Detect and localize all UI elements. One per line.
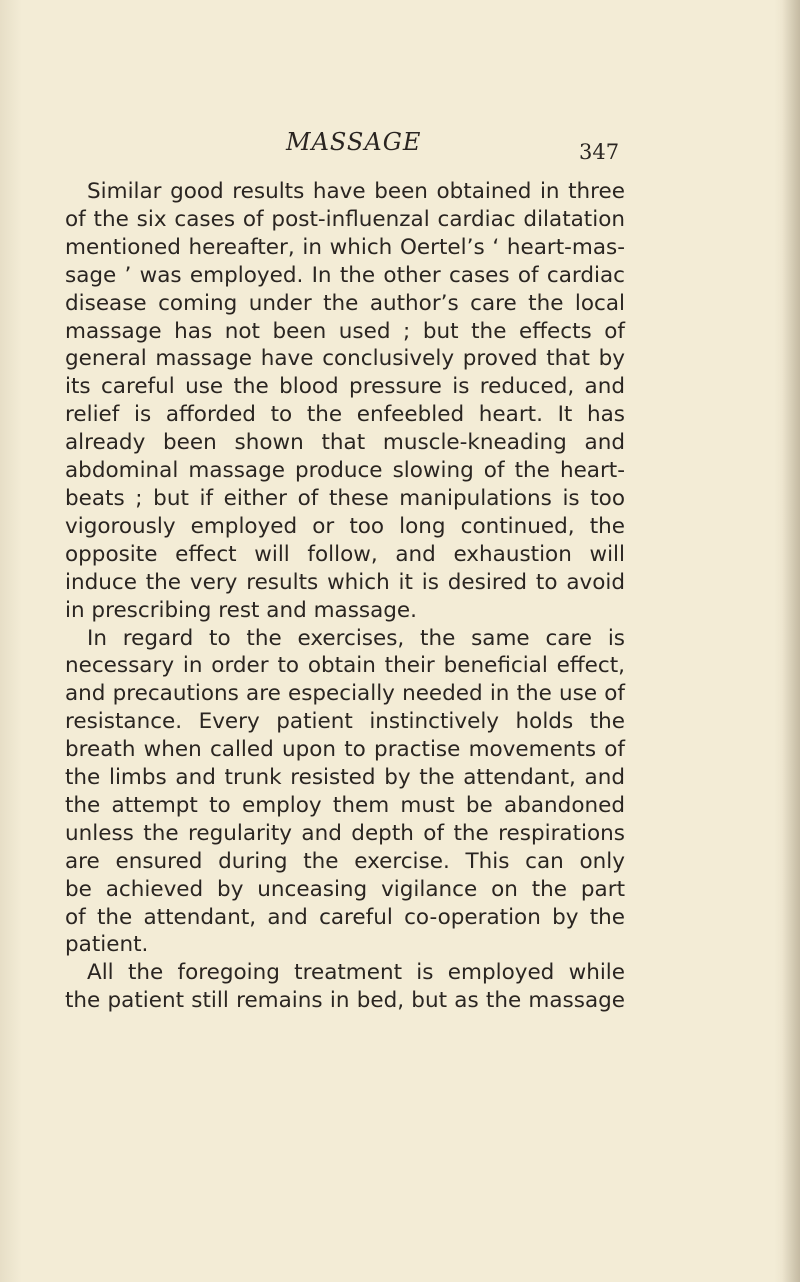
text-line: breath when called upon to practise movements of	[65, 737, 625, 763]
text-line: be achieved by unceasing vigilance on the part	[65, 876, 625, 902]
text-line: Similar good results have been obtained in three	[87, 179, 625, 204]
text-line: abdominal massage produce slowing of the heart-	[65, 458, 625, 484]
text-line: In regard to the exercises, the same care is	[87, 625, 625, 651]
text-line: opposite effect will follow, and exhaustion will	[65, 541, 625, 567]
text-line: vigorously employed or too long continued, the	[65, 513, 625, 539]
body-text	[65, 178, 625, 1015]
text-line: general massage have conclusively proved that by	[65, 346, 625, 372]
running-head: MASSAGE	[286, 128, 422, 156]
text-line: of the six cases of post-influenzal cardiac dilatation	[65, 206, 625, 232]
text-line: disease coming under the author’s care the local	[65, 290, 625, 316]
text-line: already been shown that muscle-kneading and	[65, 430, 625, 456]
text-line: mentioned hereafter, in which Oertel’s ‘ heart-mas-	[65, 234, 625, 260]
text-line: resistance. Every patient instinctively holds the	[65, 709, 625, 735]
text-line: beats ; but if either of these manipulations is too	[65, 485, 625, 511]
text-line: sage ’ was employed. In the other cases of cardiac	[65, 262, 625, 288]
text-line: the attempt to employ them must be abandoned	[65, 792, 625, 818]
page-number: 347	[579, 140, 620, 164]
text-line: are ensured during the exercise. This can only	[65, 848, 625, 874]
text-line: patient.	[65, 932, 149, 958]
text-line: in prescribing rest and massage.	[65, 597, 417, 623]
text-line: and precautions are especially needed in the use of	[65, 681, 625, 707]
page-edge-shadow	[782, 0, 800, 1282]
text-line: relief is afforded to the enfeebled heart. It has	[65, 402, 625, 428]
text-line: its careful use the blood pressure is reduced, and	[65, 374, 625, 400]
text-line: of the attendant, and careful co-operation by the	[65, 904, 625, 930]
text-line: induce the very results which it is desired to avoid	[65, 569, 625, 595]
text-line: All the foregoing treatment is employed while	[87, 960, 625, 986]
text-line: unless the regularity and depth of the respirations	[65, 820, 625, 846]
text-line: the patient still remains in bed, but as the massage	[65, 988, 625, 1014]
text-line: necessary in order to obtain their beneficial effect,	[65, 653, 625, 679]
text-line: the limbs and trunk resisted by the attendant, and	[65, 765, 625, 791]
text-line: massage has not been used ; but the effects of	[65, 318, 625, 344]
